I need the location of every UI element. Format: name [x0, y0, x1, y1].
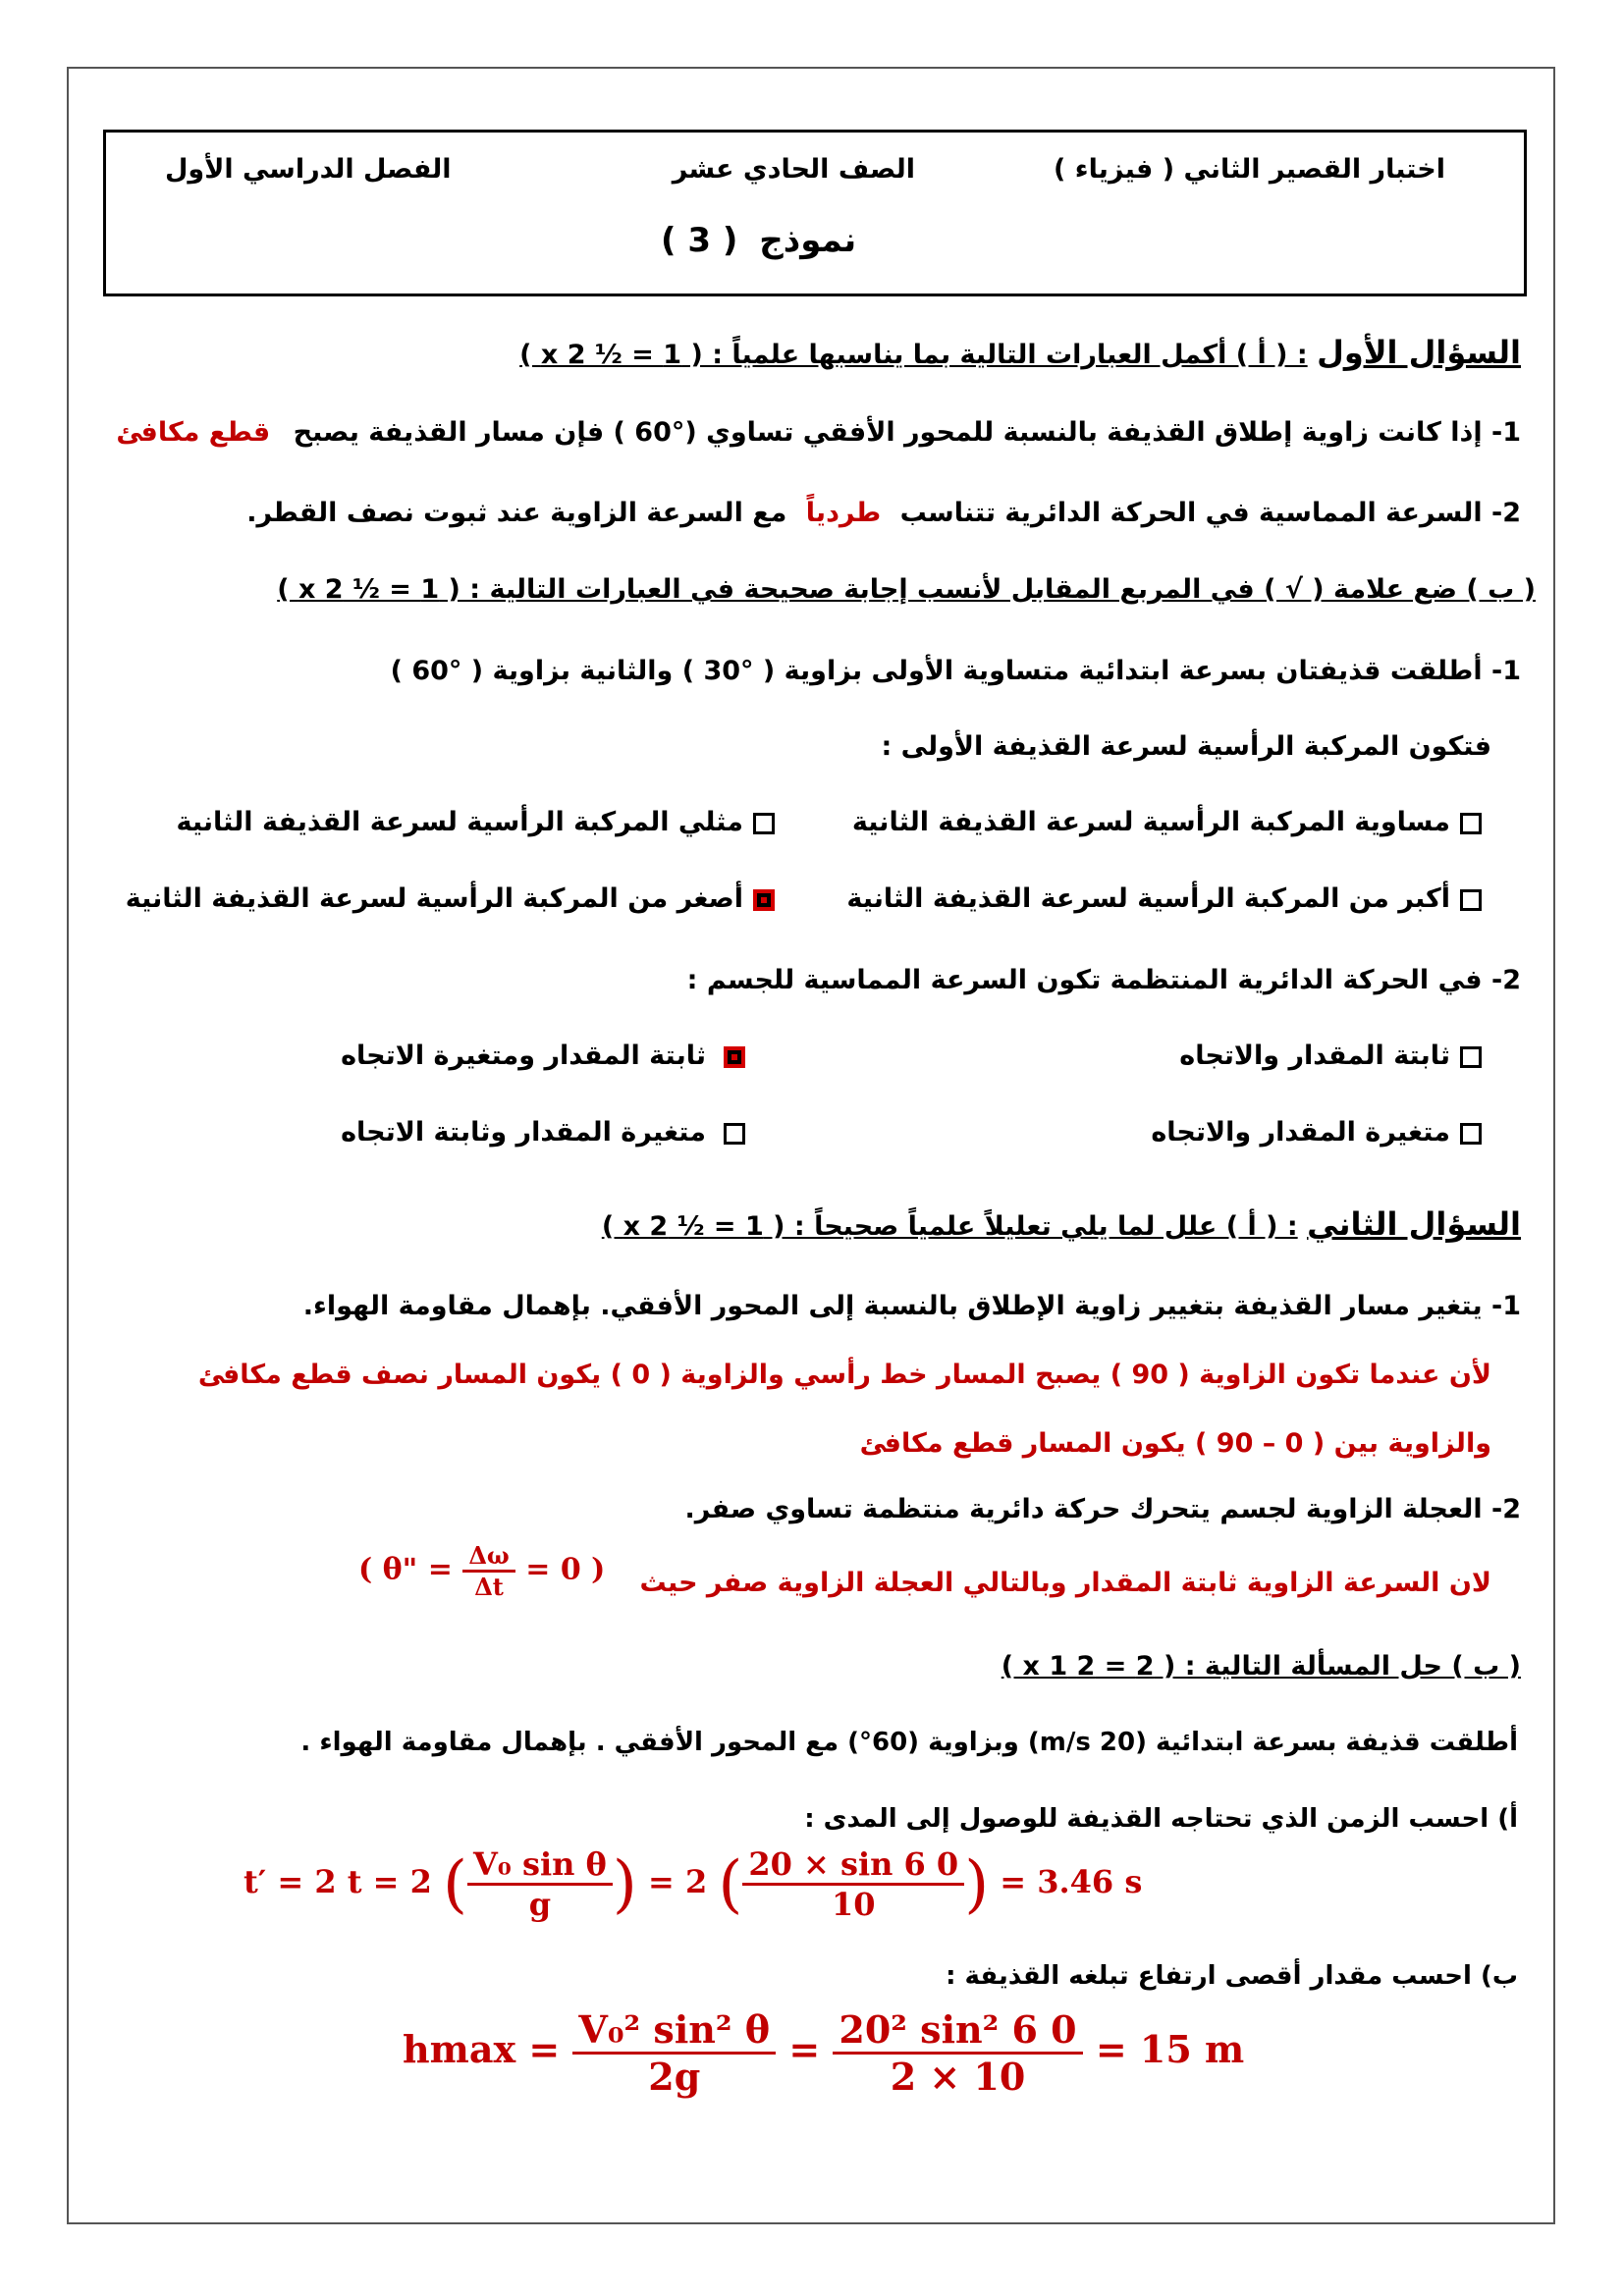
q1-b2-text: 2- في الحركة الدائرية المنتظمة تكون السرعة المماسية للجسم :: [686, 965, 1521, 995]
q2-part-a-heading: : ( أ ) علل لما يلي تعليلاً علمياً صحيحاً : ( 1 = ½ x 2 ): [601, 1211, 1298, 1242]
q1-b2-option-3[interactable]: متغيرة المقدار والاتجاه: [1151, 1117, 1482, 1148]
checked-box-icon[interactable]: [753, 889, 775, 911]
exam-title: اختبار القصير الثاني ( فيزياء ): [1054, 154, 1445, 185]
q1-a1-text: 1- إذا كانت زاوية إطلاق القذيفة بالنسبة للمحور الأفقي تساوي (°60 ) فإن مسار القذيفة يصبح: [293, 417, 1521, 448]
q1-heading: [519, 334, 1521, 371]
checkbox-icon[interactable]: [753, 813, 775, 834]
question-b-text: ب) احسب مقدار أقصى ارتفاع تبلغه القذيفة :: [946, 1961, 1518, 1991]
checkbox-icon[interactable]: [1460, 1046, 1482, 1068]
time-of-flight-equation: t′ = 2 t = 2 ( $\frac{\text{V₀ sin θ}}{g}$ ) = 2 ( $\frac{20 \times \sin 6 0}{10}$ ) = 3.46 s: [244, 1845, 1143, 1923]
q1-b2-option-1[interactable]: ثابتة المقدار والاتجاه: [1179, 1041, 1482, 1071]
q1-a1: [116, 417, 1521, 448]
angular-acceleration-equation: ( θ" = $\frac{\Delta\omega}{\Delta t}$ = 0 ): [358, 1541, 606, 1601]
q1-b2-option-4[interactable]: متغيرة المقدار وثابتة الاتجاه: [341, 1117, 745, 1148]
checkbox-icon[interactable]: [1460, 813, 1482, 834]
q2-a2-text: 2- العجلة الزاوية لجسم يتحرك حركة دائرية منتظمة تساوي صفر.: [684, 1494, 1521, 1524]
q2-a1-answer-line1: لأن عندما تكون الزاوية ( 90 ) يصبح المسار خط رأسي والزاوية ( 0 ) يكون المسار نصف قطع مكافئ: [197, 1360, 1491, 1390]
q1-b1-option-4[interactable]: أصغر من المركبة الرأسية لسرعة القذيفة الثانية: [126, 883, 775, 914]
exam-header: [103, 130, 1527, 296]
q2-a2-answer: لان السرعة الزاوية ثابتة المقدار وبالتالي العجلة الزاوية صفر حيث: [639, 1568, 1491, 1598]
q1-b1-sub: فتكون المركبة الرأسية لسرعة القذيفة الأولى :: [881, 731, 1491, 762]
grade-label: الصف الحادي عشر: [672, 154, 915, 185]
q1-a2: [246, 498, 1521, 528]
q1-b1-option-2[interactable]: مثلي المركبة الرأسية لسرعة القذيفة الثانية: [176, 807, 775, 837]
q2-heading: [602, 1205, 1521, 1243]
q2-part-b-heading: ( ب ) حل المسألة التالية : ( 2 = 2 x 1 ): [1001, 1651, 1521, 1682]
q1-b2-option-2[interactable]: ثابتة المقدار ومتغيرة الاتجاه: [341, 1041, 745, 1071]
checkbox-icon[interactable]: [724, 1123, 745, 1145]
checkbox-icon[interactable]: [1460, 889, 1482, 911]
max-height-equation: hmax = $\frac{\text{V₀² sin² θ}}{2g}$ = $\frac{\text{20² sin² 6 0}}{2 \times 10}$ = 15 m: [403, 2007, 1245, 2099]
q1-part-a-heading: : ( أ ) أكمل العبارات التالية بما يناسبها علمياً : ( 1 = ½ x 2 ): [519, 340, 1308, 370]
q1-b1-text: 1- أطلقت قذيفتان بسرعة ابتدائية متساوية الأولى بزاوية ( °30 ) والثانية بزاوية ( °60 ): [390, 656, 1521, 686]
q1-b1-option-3[interactable]: أكبر من المركبة الرأسية لسرعة القذيفة الثانية: [846, 883, 1482, 914]
q1-a2-answer: طردياً: [805, 498, 882, 528]
model-heading: [661, 221, 856, 260]
model-label: نموذج: [759, 221, 857, 260]
q1-a2-after: مع السرعة الزاوية عند ثبوت نصف القطر.: [246, 498, 787, 528]
q2-a1-text: 1- يتغير مسار القذيفة بتغيير زاوية الإطلاق بالنسبة إلى المحور الأفقي. بإهمال مقاومة الهواء.: [302, 1291, 1521, 1321]
checkbox-icon[interactable]: [1460, 1123, 1482, 1145]
q1-b1-option-1[interactable]: مساوية المركبة الرأسية لسرعة القذيفة الثانية: [852, 807, 1482, 837]
q1-a2-before: 2- السرعة المماسية في الحركة الدائرية تتناسب: [899, 498, 1521, 528]
q1-part-b-heading: ( ب ) ضع علامة ( √ ) في المربع المقابل لأنسب إجابة صحيحة في العبارات التالية : ( 1 = ½ x 2 ): [277, 574, 1536, 605]
model-number: ( 3 ): [661, 221, 738, 260]
q2-a1-answer-line2: والزاوية بين ( 0 – 90 ) يكون المسار قطع مكافئ: [859, 1428, 1491, 1459]
checked-box-icon[interactable]: [724, 1046, 745, 1068]
q1-a1-answer: قطع مكافئ: [116, 417, 271, 448]
semester-label: الفصل الدراسي الأول: [165, 154, 452, 185]
problem-text: أطلقت قذيفة بسرعة ابتدائية (20 m/s) وبزاوية (60°) مع المحور الأفقي . بإهمال مقاومة الهواء .: [300, 1728, 1518, 1757]
q1-title: السؤال الأول: [1317, 334, 1521, 371]
q2-title: السؤال الثاني: [1307, 1205, 1521, 1243]
question-a-text: أ) احسب الزمن الذي تحتاجه القذيفة للوصول إلى المدى :: [804, 1804, 1518, 1834]
